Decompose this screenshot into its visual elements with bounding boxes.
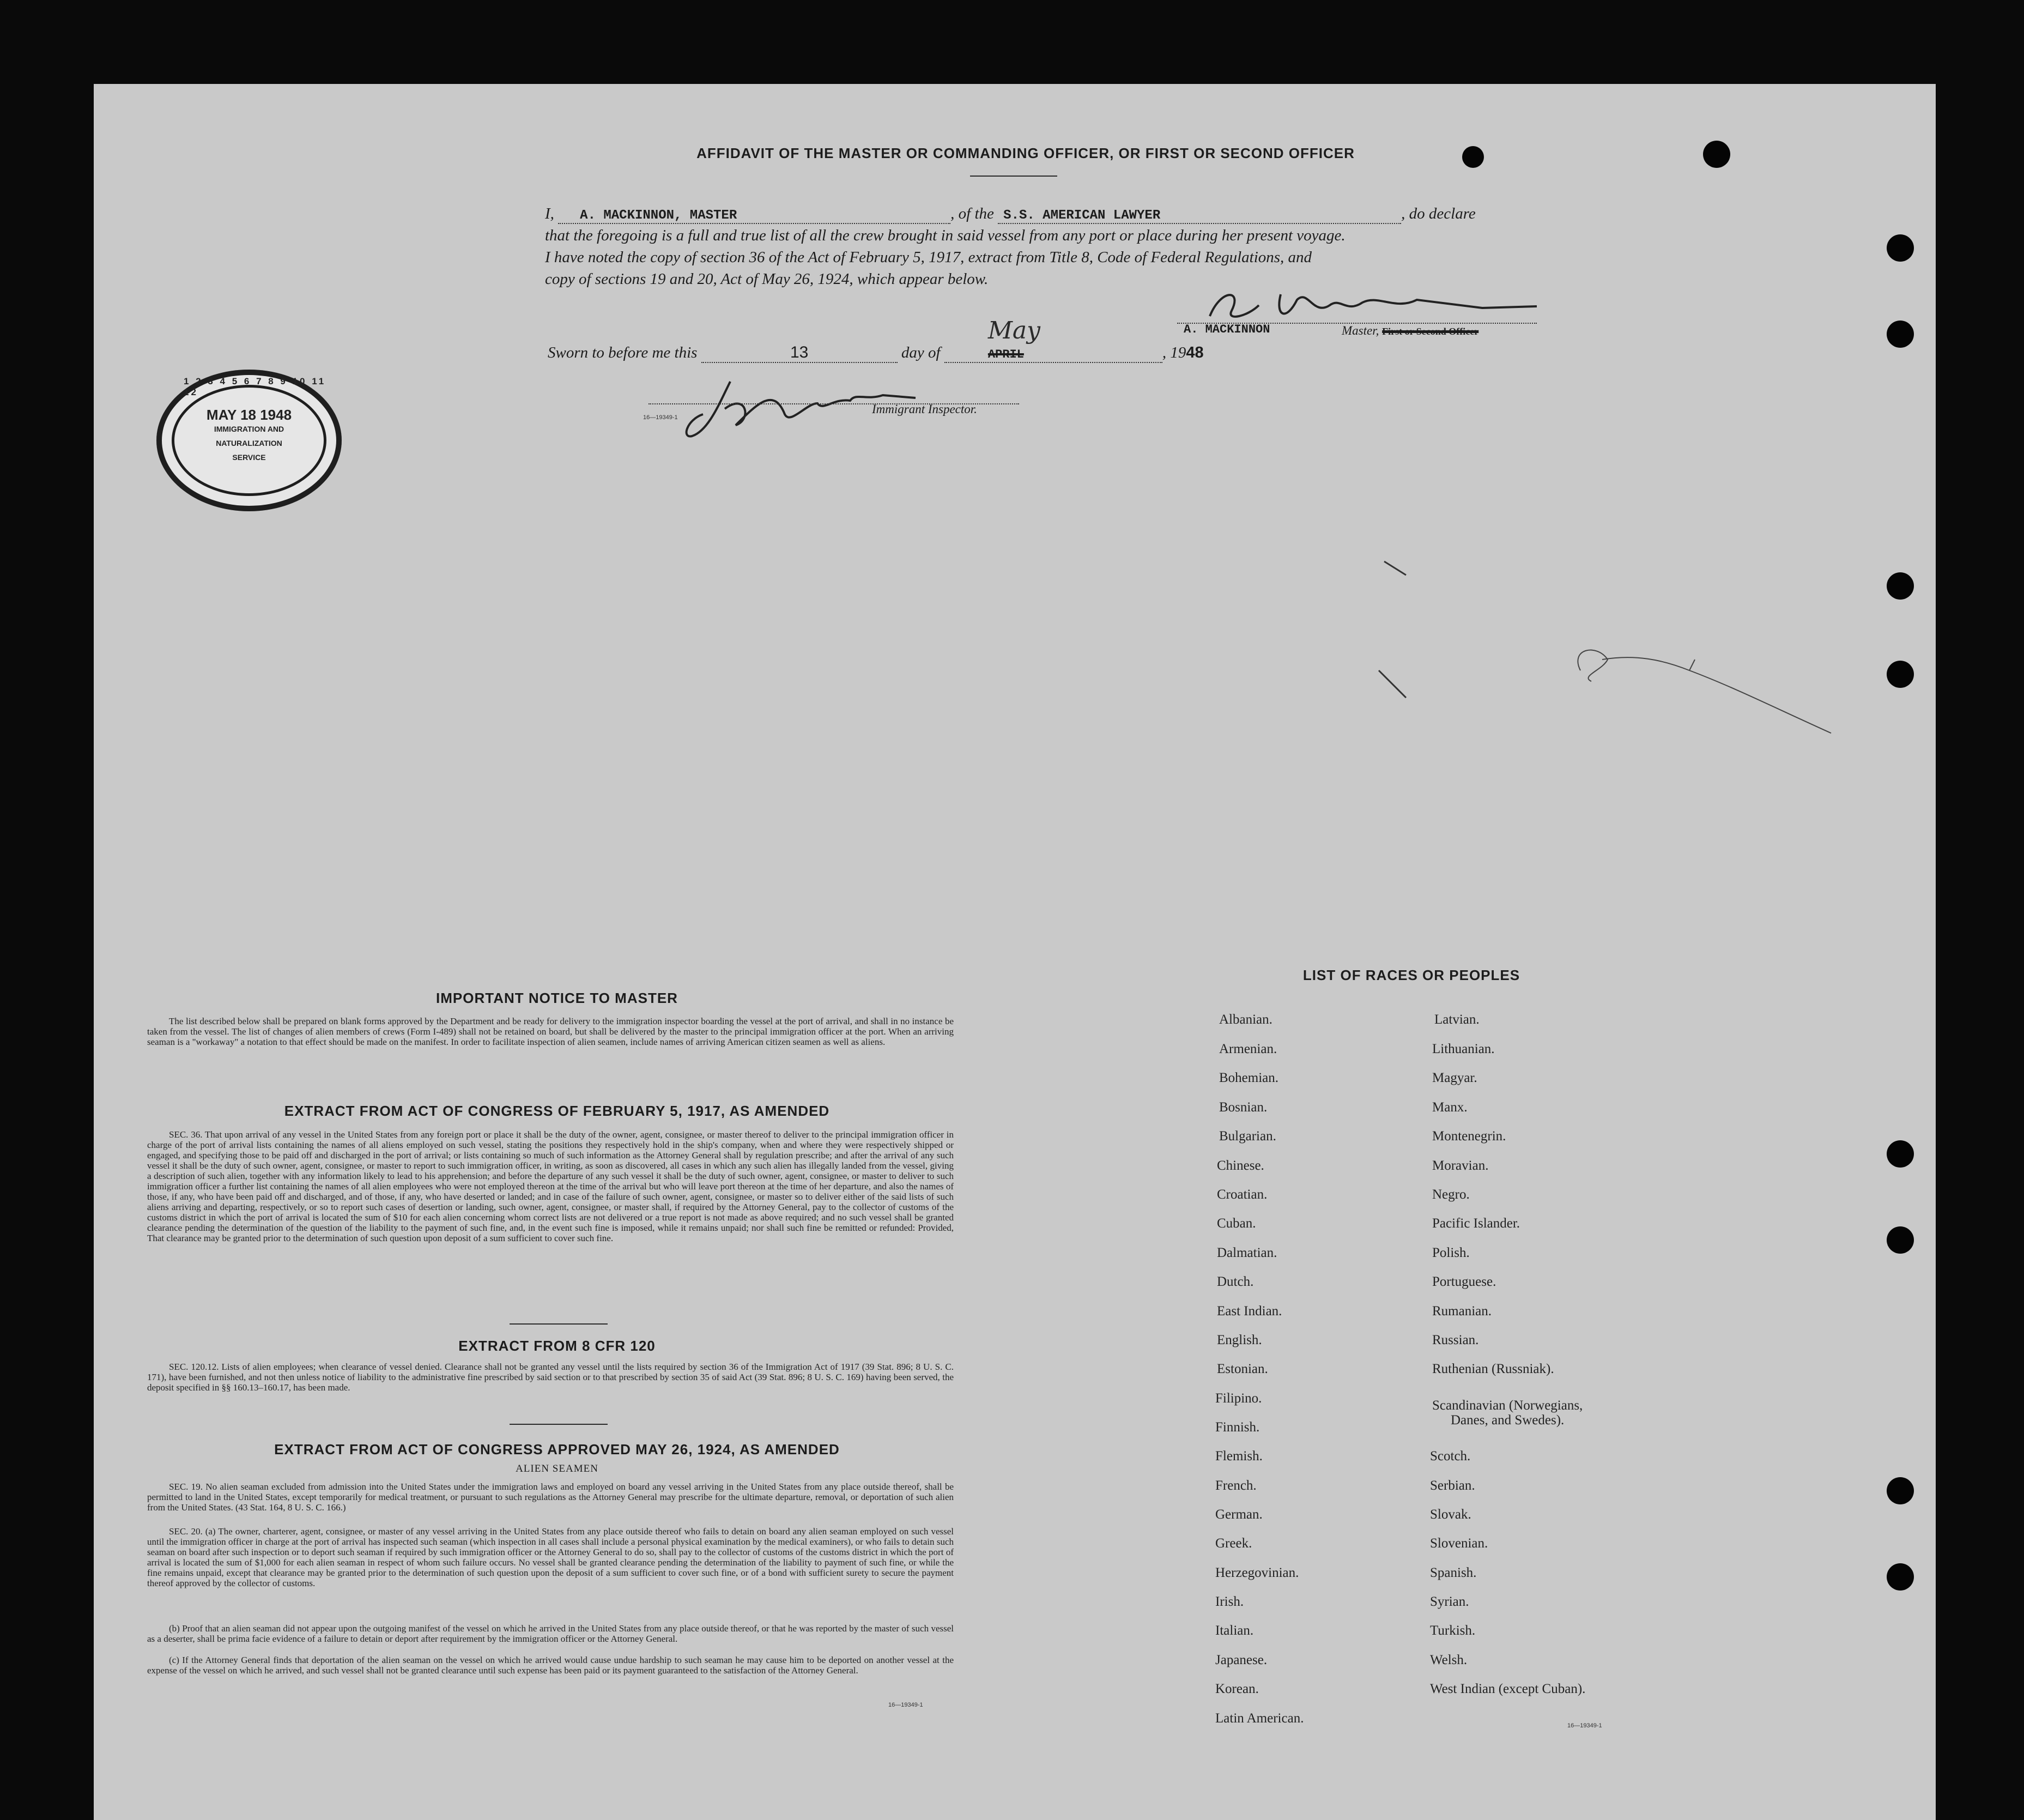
punch-hole — [1462, 146, 1484, 168]
day-value: 13 — [790, 343, 809, 361]
race-right-item: Scotch. — [1430, 1449, 1471, 1464]
race-left-item: Dalmatian. — [1217, 1245, 1277, 1260]
race-left-item: Bohemian. — [1219, 1071, 1279, 1085]
race-right-item: Polish. — [1432, 1245, 1470, 1260]
extract-cfr-title: EXTRACT FROM 8 CFR 120 — [458, 1338, 656, 1354]
extract-1917-body: SEC. 36. That upon arrival of any vessel in the United States from any foreign port or place it shall be the duty of the owner, agent, consignee, or master thereof to deliver to the principal immigration officer in charge of the port of arrival lists containing the names of all aliens employed on such vessel, stating the positions they respectively hold in the ship's company, when and where they were respectively shipped or engaged, and specifying those to be paid off and discharged in the port of arrival; or lists containing so much of such information as the Attorney General shall by regulation prescribe; and after the arrival of any such vessel it shall be the duty of such owner, agent, consignee, or master to report to such immigration officer, in writing, as soon as discovered, all cases in which any such alien has illegally landed from the vessel, giving a description of such alien, together with any information likely to lead to his apprehension; and before the departure of any such vessel it shall be the duty of such owner, agent, consignee, or master to deliver to such immigration officer a further list containing the names of all alien employees who were not employed thereon at the time of the arrival but who will leave port thereon at the time of her departure, and also the names of those, if any, who have been paid off and discharged, and of those, if any, who have deserted or landed; and in case of the failure of such owner, agent, consignee, or master so to deliver either of the said lists of such aliens arriving and departing, respectively, or so to report such cases of desertion or landing, such owner, agent, consignee, or master shall, if required by the Attorney General, pay to the collector of customs of the customs district in which the port of arrival is located the sum of $10 for each alien concerning whom correct lists are not delivered or a true report is not made as above required; and no such vessel shall be granted clearance pending the determination of the question of the liability to the payment of such fine, and, in the event such fine is imposed, while it remains unpaid; nor shall such fine be remitted or refunded: Provided, That clearance may be granted prior to the determination of such question upon deposit of a sum sufficient to cover such fine. — [147, 1129, 954, 1243]
form-number: 16—19349-1 — [643, 414, 678, 421]
race-left-item: Irish. — [1215, 1594, 1244, 1609]
sworn-label: Sworn to before me this — [548, 344, 698, 361]
year-value: 48 — [1186, 344, 1204, 361]
master-signature — [1199, 283, 1548, 327]
extract-cfr-body: SEC. 120.12. Lists of alien employees; when clearance of vessel denied. Clearance shall not be granted any vessel until the lists required by section 36 of the Immigration Act of 1917 (39 Stat. 896; 8 U. S. C. 171), have been furnished, and not then unless notice of liability to the administrative fine prescribed by said section or to that prescribed by section 35 of said Act (39 Stat. 896; 8 U. S. C. 169) having been served, the deposit specified in §§ 160.13–160.17, has been made. — [147, 1362, 954, 1393]
struck-officer-text: First or Second Officer — [1382, 326, 1479, 337]
race-left-item: Albanian. — [1219, 1012, 1272, 1027]
race-right-item: Spanish. — [1430, 1565, 1477, 1580]
race-right-item: Turkish. — [1430, 1623, 1476, 1638]
affidavit-line3: I have noted the copy of section 36 of the Act of February 5, 1917, extract from Title 8, Code of Federal Regulations, and — [545, 249, 1312, 266]
punch-hole — [1887, 572, 1914, 600]
race-right-item: Manx. — [1432, 1100, 1468, 1115]
stamp-text — [156, 408, 342, 464]
month-handwritten: May — [987, 317, 1041, 344]
stamp-line3: NATURALIZATION — [216, 439, 282, 448]
pencil-marks — [1362, 545, 1853, 752]
do-declare-label: , do declare — [1401, 205, 1476, 222]
affidavit-line4: copy of sections 19 and 20, Act of May 26, 1924, which appear below. — [545, 270, 989, 288]
extract-1917-title: EXTRACT FROM ACT OF CONGRESS OF FEBRUARY 5, 1917, AS AMENDED — [284, 1103, 830, 1119]
race-right-item: Scandinavian (Norwegians, — [1432, 1398, 1583, 1413]
section-rule — [510, 1323, 608, 1325]
race-left-item: Flemish. — [1215, 1449, 1263, 1464]
races-title: LIST OF RACES OR PEOPLES — [1302, 967, 1520, 983]
punch-hole — [1887, 661, 1914, 688]
race-right-item: Welsh. — [1430, 1653, 1468, 1667]
sworn-line — [548, 317, 1204, 363]
extract-1924-subtitle: ALIEN SEAMEN — [516, 1463, 598, 1474]
extract-1924-title: EXTRACT FROM ACT OF CONGRESS APPROVED MAY 26, 1924, AS AMENDED — [274, 1441, 840, 1458]
race-left-item: Bosnian. — [1219, 1100, 1268, 1115]
race-right-item: Ruthenian (Russniak). — [1432, 1362, 1554, 1376]
punch-hole — [1887, 1140, 1914, 1168]
notice-body: The list described below shall be prepared on blank forms approved by the Department and be ready for delivery to the immigration inspector boarding the vessel at the port of arrival, and shall in no instance be taken from the vessel. The list of changes of alien members of crews (Form I-489) shall not be retained on board, but shall be delivered by the master to the principal immigration officer at the port. When an arriving seaman is a "workaway" a notation to that effect should be made on the manifest. In order to facilitate inspection of alien seamen, include names of arriving American citizen seamen as well as aliens. — [147, 1016, 954, 1047]
race-right-item: Pacific Islander. — [1432, 1216, 1520, 1231]
race-left-item: Herzegovinian. — [1215, 1565, 1299, 1580]
stamp-line4: SERVICE — [232, 453, 266, 462]
race-left-item: Italian. — [1215, 1623, 1254, 1638]
year-prefix: , 19 — [1162, 344, 1186, 361]
i-label: I, — [545, 205, 554, 222]
race-left-item: Dutch. — [1217, 1274, 1254, 1289]
race-left-item: English. — [1217, 1333, 1262, 1347]
punch-hole — [1887, 321, 1914, 348]
race-right-item: West Indian (except Cuban). — [1430, 1682, 1586, 1696]
affidavit-title: AFFIDAVIT OF THE MASTER OR COMMANDING OFFICER, OR FIRST OR SECOND OFFICER — [696, 145, 1355, 161]
stamp-ring-numbers: 1 2 3 4 5 6 7 8 9 10 11 12 — [184, 376, 326, 397]
vessel-field — [998, 208, 1401, 224]
affidavit-line2: that the foregoing is a full and true list of all the crew brought in said vessel from any port or place during her present voyage. — [545, 227, 1346, 244]
race-right-item: Slovak. — [1430, 1507, 1471, 1522]
race-left-item: Bulgarian. — [1219, 1129, 1276, 1144]
race-left-item: French. — [1215, 1478, 1257, 1493]
punch-hole — [1887, 234, 1914, 262]
race-left-item: Korean. — [1215, 1682, 1259, 1696]
section-rule — [510, 1424, 608, 1425]
master-name: A. MACKINNON, MASTER — [580, 208, 737, 223]
race-right-item: Negro. — [1432, 1187, 1470, 1202]
month-field — [944, 317, 1162, 363]
day-field — [701, 343, 898, 363]
affidavit-line1 — [545, 205, 1537, 224]
stamp-date: MAY 18 1948 — [206, 407, 292, 423]
month-struck: APRIL — [987, 348, 1024, 361]
race-right-item: Moravian. — [1432, 1158, 1489, 1173]
notice-title: IMPORTANT NOTICE TO MASTER — [436, 990, 678, 1006]
inspector-label: Immigrant Inspector. — [872, 402, 977, 416]
race-right-item: Slovenian. — [1430, 1536, 1488, 1551]
race-left-item: Estonian. — [1217, 1362, 1268, 1376]
typed-master-name: A. MACKINNON — [1184, 323, 1270, 336]
race-right-item: Lithuanian. — [1432, 1042, 1495, 1056]
race-left-item: Finnish. — [1215, 1420, 1260, 1435]
punch-hole — [1887, 1563, 1914, 1591]
race-left-item: Cuban. — [1217, 1216, 1256, 1231]
race-left-item: Latin American. — [1215, 1711, 1304, 1726]
race-right-item: Montenegrin. — [1432, 1129, 1506, 1144]
day-of-label: day of — [901, 344, 941, 361]
master-title-label — [1342, 324, 1478, 338]
punch-hole — [1703, 141, 1730, 168]
race-right-item: Serbian. — [1430, 1478, 1475, 1493]
of-the-label: , of the — [950, 205, 994, 222]
master-name-field — [558, 208, 950, 224]
extract-1924-p1: SEC. 19. No alien seaman excluded from admission into the United States under the immigration laws and employed on board any vessel arriving in the United States from any place outside thereof, shall be permitted to land in the United States, except temporarily for medical treatment, or pursuant to such regulations as the Attorney General may prescribe for the ultimate departure, removal, or deportation of such alien from the United States. (43 Stat. 164, 8 U. S. C. 166.) — [147, 1482, 954, 1513]
extract-1924-p2: SEC. 20. (a) The owner, charterer, agent, consignee, or master of any vessel arriving in the United States from any place outside thereof who fails to detain on board any alien seaman employed on such vessel until the immigration officer in charge at the port of arrival has inspected such seaman (which inspection in all cases shall include a personal physical examination by the medical examiners), or who fails to detain such seaman on board after such inspection or to deport such seaman if required by such immigration officer or the Attorney General to do so, shall pay to the collector of customs of the customs district in which the port of arrival is located the sum of $1,000 for each alien seaman in respect of whom such failure occurs. No vessel shall be granted clearance pending the determination of the liability to payment of such fine, or while the fine remains unpaid, except that clearance may be granted prior to the determination of such question upon the deposit of a sum sufficient to cover such fine, or of a bond with sufficient surety to secure the payment thereof approved by the collector of customs. — [147, 1526, 954, 1588]
race-left-item: Croatian. — [1217, 1187, 1268, 1202]
races-form-number: 16—19349-1 — [1567, 1722, 1602, 1729]
title-rule — [970, 176, 1057, 177]
race-right-item: Latvian. — [1434, 1012, 1480, 1027]
race-right-item: Portuguese. — [1432, 1274, 1496, 1289]
master-label: Master, — [1342, 324, 1379, 337]
race-left-item: Filipino. — [1215, 1391, 1262, 1406]
race-left-item: German. — [1215, 1507, 1263, 1522]
race-left-item: Greek. — [1215, 1536, 1252, 1551]
extract-1924-p3: (b) Proof that an alien seaman did not appear upon the outgoing manifest of the vessel on which he arrived in the United States from any place outside thereof, or that he was reported by the master of such vessel as a deserter, shall be prima facie evidence of a failure to detain or deport after requirement by the immigration officer or the Attorney General. — [147, 1623, 954, 1644]
race-left-item: Chinese. — [1217, 1158, 1264, 1173]
race-left-item: East Indian. — [1217, 1304, 1282, 1319]
extract-1924-p4: (c) If the Attorney General finds that deportation of the alien seaman on the vessel on which he arrived would cause undue hardship to such seaman he may cause him to be deported on another vessel at the expense of the vessel on which he arrived, and such vessel shall not be granted clearance until such expense has been paid or its payment guaranteed to the satisfaction of the Attorney General. — [147, 1655, 954, 1676]
extract-form-number: 16—19349-1 — [888, 1702, 923, 1708]
punch-hole — [1887, 1477, 1914, 1504]
race-right-item: Rumanian. — [1432, 1304, 1492, 1319]
race-right-item: Russian. — [1432, 1333, 1479, 1347]
race-right-item: Danes, and Swedes). — [1451, 1413, 1565, 1428]
date-stamp — [156, 370, 342, 511]
race-left-item: Armenian. — [1219, 1042, 1277, 1056]
race-right-item: Syrian. — [1430, 1594, 1469, 1609]
stamp-line2: IMMIGRATION AND — [214, 425, 284, 433]
punch-hole — [1887, 1226, 1914, 1254]
race-right-item: Magyar. — [1432, 1071, 1477, 1085]
vessel-name: S.S. AMERICAN LAWYER — [1003, 208, 1161, 223]
race-left-item: Japanese. — [1215, 1653, 1268, 1667]
